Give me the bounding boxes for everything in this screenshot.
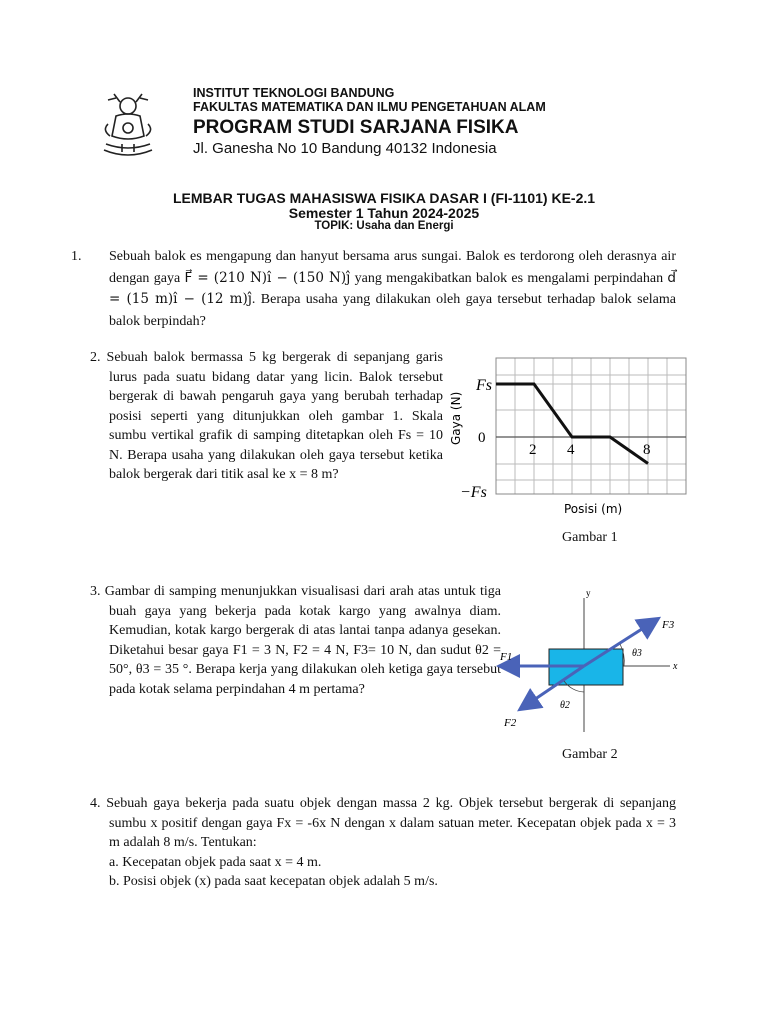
question-1-number: 1.: [71, 249, 82, 264]
figure-2-caption: Gambar 2: [562, 747, 618, 762]
f1-label: F1: [500, 651, 513, 663]
graph-grid: [496, 358, 686, 494]
figure-1-graph: [440, 350, 700, 522]
question-4: [90, 794, 676, 892]
address: Jl. Ganesha No 10 Bandung 40132 Indonesia: [193, 140, 497, 157]
f3-label: F3: [662, 619, 675, 631]
worksheet-title: LEMBAR TUGAS MAHASISWA FISIKA DASAR I (FI-1101) KE-2.1: [172, 190, 596, 206]
question-1-text-c: . Berapa usaha yang dilakukan oleh gaya tersebut terhadap balok selama balok berpindah?: [109, 292, 677, 329]
faculty-name: FAKULTAS MATEMATIKA DAN ILMU PENGETAHUAN ALAM: [193, 100, 546, 114]
question-4-part-b: b. Posisi objek (x) pada saat kecepatan objek adalah 5 m/s.: [109, 874, 438, 889]
y-tick-neg-fs: −Fs: [460, 484, 487, 501]
topic: TOPIK: Usaha dan Energi: [314, 220, 454, 232]
question-1-text-b: yang mengakibatkan balok es mengalami perpindahan: [350, 270, 668, 286]
question-4-part-a: a. Kecepatan objek pada saat x = 4 m.: [109, 854, 322, 870]
question-3: 3. Gambar di samping menunjukkan visualisasi dari arah atas untuk tiga buah gaya yang bekerja pada kotak kargo yang awalnya diam. Kemudian, kotak kargo bergerak di atas lantai tanpa adanya gesekan. Diketahui besar gaya F1 = 3 N, F2 = 4 N, F3= 10 N, dan sudut θ2 = 50°, θ3 = 35 °. Berapa kerja yang dilakukan oleh ketiga gaya tersebut pada kotak selama perpindahan 4 m pertama?: [90, 584, 501, 697]
theta3-label: θ3: [632, 648, 642, 659]
institute-name: INSTITUT TEKNOLOGI BANDUNG: [193, 86, 395, 100]
question-4-intro: 4. Sebuah gaya bekerja pada suatu objek dengan massa 2 kg. Objek tersebut bergerak di sepanjang sumbu x positif dengan gaya Fx = -6x N dengan x dalam satuan meter. Kecepatan objek pada x = 3 m adalah 8 m/s. Tentukan:: [90, 796, 676, 850]
x-axis-label: Posisi (m): [564, 502, 623, 516]
question-1-text-a: Sebuah balok es mengapung dan hanyut bersama arus sungai. Balok es terdorong oleh derasnya air dengan gaya: [109, 249, 676, 286]
x-tick-label: 2: [529, 442, 537, 458]
figure-2-diagram: [492, 586, 692, 736]
force-vector: F⃗ = (210 N)î − (150 N)ĵ: [184, 269, 351, 286]
x-tick-label: 8: [643, 442, 651, 458]
x-axis-label: x: [673, 661, 678, 672]
y-axis-label: y: [586, 588, 591, 598]
y-tick-zero: 0: [478, 430, 486, 446]
program-name: PROGRAM STUDI SARJANA FISIKA: [193, 117, 519, 138]
semester: Semester 1 Tahun 2024-2025: [288, 205, 480, 221]
y-tick-fs: Fs: [476, 377, 492, 394]
figure-1-caption: Gambar 1: [562, 530, 618, 545]
x-tick-label: 4: [567, 442, 575, 458]
f2-label: F2: [504, 717, 517, 729]
displacement-vector: d⃗ = (15 m)î − (12 m)ĵ: [109, 269, 676, 307]
question-1: [71, 246, 677, 332]
itb-ganesha-logo: [98, 86, 158, 162]
theta2-label: θ2: [560, 700, 570, 711]
question-2: 2. Sebuah balok bermassa 5 kg bergerak di sepanjang garis lurus pada suatu bidang datar yang licin. Balok tersebut bergerak di bawah pengaruh gaya yang berubah terhadap posisi seperti yang ditunjukkan oleh gambar 1. Skala sumbu vertikal grafik di samping ditetapkan oleh Fs = 10 N. Berapa usaha yang dilakukan oleh gaya tersebut ketika balok bergerak dari titik asal ke x = 8 m?: [90, 350, 443, 482]
y-axis-label: Gaya (N): [449, 391, 463, 445]
